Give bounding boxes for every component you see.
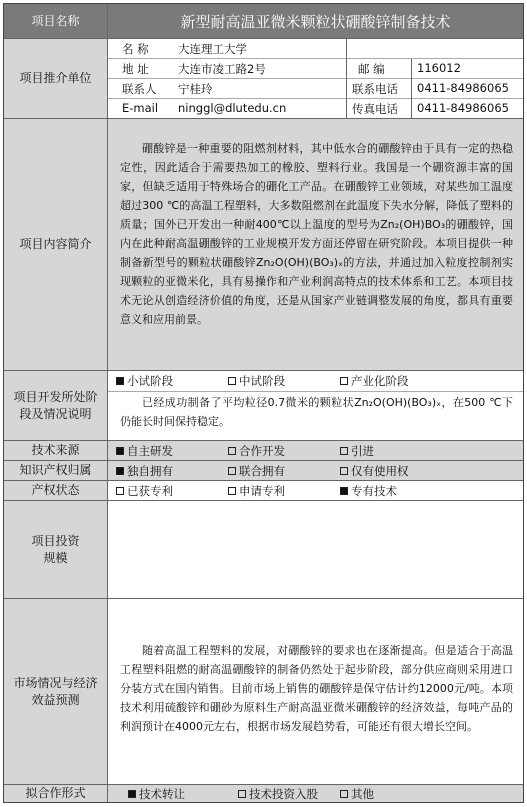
status-option[interactable] [228, 483, 285, 499]
checkbox-icon [116, 487, 124, 495]
recommend-row [4, 38, 523, 118]
checkbox-icon [116, 377, 124, 385]
coop-label: 拟合作形式 [4, 785, 108, 802]
recommend-info [108, 39, 523, 118]
option-label: 自主研发 [127, 443, 173, 458]
addr-value: 大连市凌工路2号 [178, 62, 266, 76]
title-row [4, 4, 523, 38]
checkbox-icon [340, 487, 348, 495]
email-key: E-mail [122, 101, 159, 115]
intro-row [4, 118, 523, 370]
divider [346, 39, 347, 118]
intro-text: 硼酸锌是一种重要的阻燃剂材料，其中低水合的硼酸锌由于具有一定的热稳定性，因此适合于需要热加工的橡胶、塑料行业。我国是一个硼资源丰富的国家，但缺乏适用于特殊场合的硼化工产品。在硼酸锌工业领域，对某些加工温度超过300 ℃的高温工程塑料，大多数阻燃剂在此温度下失水分解，降低了塑料的质量；国外已开发出一种耐400℃以上温度的型号为Zn₂(OH)BO₃的硼酸锌，国内在此种耐高温硼酸锌的工业规模开发方面还停留在研究阶段。本项目提供一种制备新型号的颗粒状硼酸锌Zn₂O(OH)(BO₃)ₓ的方法，并通过加入粒度控制剂实现颗粒的亚微米化，具有易操作和产业利润高特点的技术体系和工艺。本项目技术无论从创造经济价值的角度，还是从国家产业链调整发展的角度，都具有重要意义和应用前景。 [120, 142, 513, 326]
contact-line [108, 79, 523, 99]
stage-row [4, 370, 523, 440]
option-label: 仅有使用权 [351, 463, 409, 478]
status-cell [108, 481, 523, 500]
stage-option[interactable] [340, 373, 409, 389]
fax-value: 0411-84986065 [417, 101, 509, 115]
coop-cell [108, 785, 523, 802]
market-label: 市场情况与经济效益预测 [4, 599, 108, 784]
recommend-label: 项目推介单位 [4, 39, 108, 118]
stage-option[interactable] [116, 373, 173, 389]
intro-label: 项目内容简介 [4, 119, 108, 370]
title-label: 项目名称 [4, 4, 108, 38]
invest-row [4, 500, 523, 598]
source-option[interactable] [228, 443, 285, 459]
checkbox-icon [228, 487, 236, 495]
post-key: 邮 编 [358, 62, 385, 76]
stage-option[interactable] [228, 373, 285, 389]
ip-option[interactable] [228, 463, 285, 479]
name-line [108, 39, 523, 59]
phone-value: 0411-84986065 [417, 81, 509, 95]
invest-label: 项目投资规模 [4, 501, 108, 598]
status-row [4, 480, 523, 500]
source-option[interactable] [340, 443, 374, 459]
coop-option[interactable] [238, 786, 318, 802]
market-row [4, 598, 523, 784]
stage-label: 项目开发所处阶段及情况说明 [4, 371, 108, 440]
option-label: 已获专利 [127, 483, 173, 498]
source-option[interactable] [116, 443, 173, 459]
checkbox-icon [340, 790, 348, 798]
option-label: 小试阶段 [127, 374, 173, 388]
stage-desc: 已经成功制备了平均粒径0.7微米的颗粒状Zn₂O(OH)(BO₃)ₓ，在500 ℃下仍能长时间保持稳定。 [120, 396, 513, 428]
coop-option[interactable] [340, 786, 374, 802]
checkbox-icon [228, 467, 236, 475]
checkbox-icon [340, 377, 348, 385]
ip-option[interactable] [340, 463, 409, 479]
source-cell [108, 441, 523, 460]
option-label: 技术转让 [139, 786, 185, 801]
project-title: 新型耐高温亚微米颗粒状硼酸锌制备技术 [108, 4, 523, 38]
stage-options [108, 371, 523, 392]
option-label: 独自拥有 [127, 463, 173, 478]
option-label: 产业化阶段 [351, 374, 409, 388]
checkbox-icon [116, 467, 124, 475]
checkbox-icon [228, 377, 236, 385]
stage-cell [108, 371, 523, 440]
contact-key: 联系人 [122, 82, 157, 96]
market-cell [108, 599, 523, 784]
option-label: 合作开发 [239, 443, 285, 458]
email-line [108, 99, 523, 118]
option-label: 引进 [351, 443, 374, 458]
checkbox-icon [340, 467, 348, 475]
ip-row [4, 460, 523, 480]
option-label: 中试阶段 [239, 374, 285, 388]
phone-key: 联系电话 [352, 82, 398, 96]
checkbox-icon [128, 790, 136, 798]
divider [411, 59, 412, 118]
invest-value [108, 501, 523, 598]
market-text: 随着高温工程塑料的发展，对硼酸锌的要求也在逐渐提高。但是适合于高温工程塑料阻燃的耐高温硼酸锌的制备仍然处于起步阶段，部分供应商则采用进口分装方式在国内销售。目前市场上销售的硼酸锌是保守估计约12000元/吨。本项技术利用硫酸锌和硼砂为原料生产耐高温亚微米硼酸锌的经济效益，每吨产品的利润预计在4000元左右，根据市场发展趋势看，可能还有很大增长空间。 [120, 644, 513, 733]
post-value: 116012 [417, 61, 461, 75]
fax-key: 传真电话 [352, 102, 398, 116]
option-label: 技术投资入股 [249, 786, 318, 801]
intro-cell [108, 119, 523, 370]
status-option[interactable] [340, 483, 397, 499]
name-value: 大连理工大学 [178, 42, 247, 56]
email-value: ninggl@dlutedu.cn [178, 101, 287, 115]
addr-key: 地 址 [122, 62, 149, 76]
option-label: 专有技术 [351, 483, 397, 498]
source-label: 技术来源 [4, 441, 108, 460]
option-label: 联合拥有 [239, 463, 285, 478]
addr-line [108, 59, 523, 79]
ip-label: 知识产权归属 [4, 461, 108, 480]
option-label: 申请专利 [239, 483, 285, 498]
ip-cell [108, 461, 523, 480]
source-row [4, 440, 523, 460]
coop-option[interactable] [128, 786, 185, 802]
checkbox-icon [340, 447, 348, 455]
checkbox-icon [228, 447, 236, 455]
status-option[interactable] [116, 483, 173, 499]
ip-option[interactable] [116, 463, 173, 479]
option-label: 其他 [351, 786, 374, 801]
name-key: 名 称 [122, 42, 149, 56]
coop-row [4, 784, 523, 802]
contact-value: 宁桂玲 [178, 82, 213, 96]
checkbox-icon [238, 790, 246, 798]
project-form [3, 3, 524, 803]
checkbox-icon [116, 447, 124, 455]
status-label: 产权状态 [4, 481, 108, 500]
